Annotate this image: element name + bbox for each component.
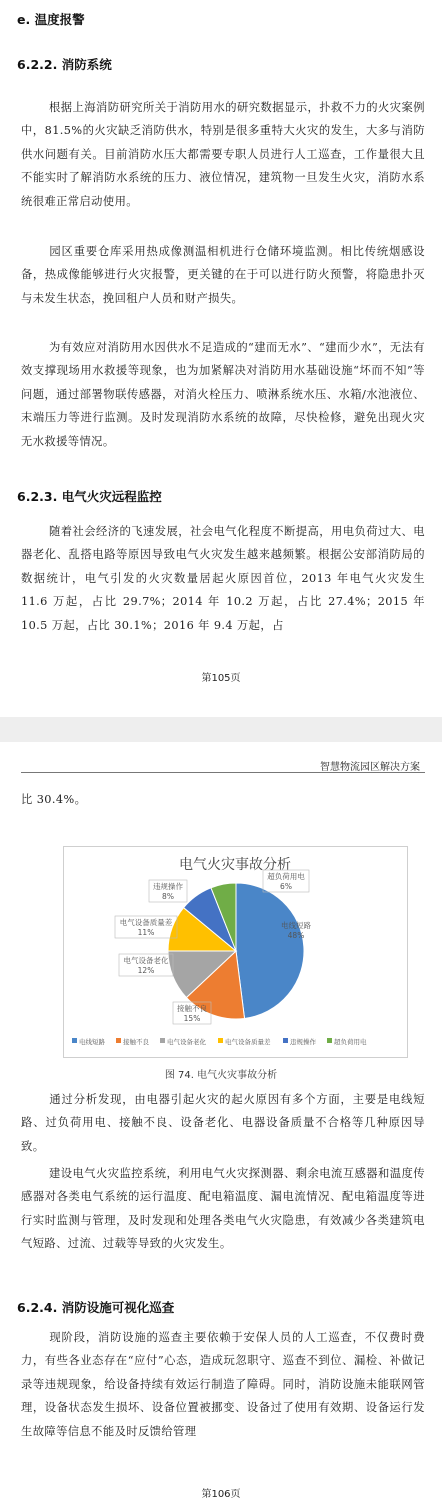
pie-slice-0 (236, 883, 304, 1018)
slice-category-label: 电线短路 (281, 921, 311, 930)
heading-6-2-3: 6.2.3. 电气火灾远程监控 (17, 489, 162, 504)
document-page-106 (0, 742, 442, 1500)
slice-category-label: 电气设备老化 (123, 956, 169, 965)
heading-6-2-4: 6.2.4. 消防设施可视化巡查 (17, 1300, 175, 1315)
legend-swatch (72, 1038, 77, 1043)
page-number: 第105页 (201, 673, 241, 684)
legend-label: 电气设备老化 (167, 1038, 206, 1046)
slice-category-label: 超负荷用电 (267, 872, 305, 881)
slice-value-label: 8% (162, 892, 174, 901)
slice-category-label: 违规操作 (153, 882, 183, 891)
paragraph-continuation: 比 30.4%。 (21, 793, 87, 806)
slice-value-label: 6% (280, 882, 292, 891)
heading-6-2-2: 6.2.2. 消防系统 (17, 57, 112, 72)
legend-label: 电气设备质量差 (225, 1038, 271, 1046)
paragraph-iot-sensors: 为有效应对消防用水因供水不足造成的“建而无水”、“建而少水”，无法有效支撑现场用水救援等现象，也为加紧解决对消防用水基础设施“坏而不知”等问题，通过部署物联传感器，对消火栓压力、喷淋系统水压、水箱/水池液位、末端压力等进行监测。及时发现消防水系统的故障，尽快检修，避免出现火灾无水救援等情况。 (21, 341, 425, 448)
paragraph-causes-analysis: 通过分析发现，由电器引起火灾的起火原因有多个方面，主要是电线短路、过负荷用电、接触不良、设备老化、电器设备质量不合格等几种原因导致。 (21, 1093, 425, 1153)
slice-value-label: 11% (137, 928, 155, 937)
legend-swatch (218, 1038, 223, 1043)
page-number: 第106页 (201, 1489, 241, 1500)
legend-label: 电线短路 (79, 1038, 105, 1046)
legend-swatch (283, 1038, 288, 1043)
legend-swatch (327, 1038, 332, 1043)
paragraph-water-supply: 根据上海消防研究所关于消防用水的研究数据显示，扑救不力的火灾案例中，81.5%的火灾缺乏消防供水，特别是很多重特大火灾的发生，大多与消防供水问题有关。目前消防水压大都需要专职人员进行人工巡查，工作量很大且不能实时了解消防水系统的压力、液位情况，建筑物一旦发生火灾，消防水系统很难正常启动使用。 (21, 101, 425, 208)
header-rule (21, 772, 425, 773)
legend-swatch (160, 1038, 165, 1043)
paragraph-monitoring-system: 建设电气火灾监控系统，利用电气火灾探测器、剩余电流互感器和温度传感器对各类电气系统的运行温度、配电箱温度、漏电流情况、配电箱温度等进行实时监测与管理，及时发现和处理各类电气火灾隐患，有效减少各类建筑电气短路、过流、过载等导致的火灾发生。 (21, 1167, 425, 1251)
page-gap (0, 717, 442, 742)
slice-value-label: 48% (287, 931, 305, 940)
slice-category-label: 接触不良 (177, 1004, 207, 1013)
figure-caption: 图 74. 电气火灾事故分析 (164, 1070, 278, 1081)
chart-title: 电气火灾事故分析 (179, 857, 291, 873)
paragraph-thermal-imaging: 园区重要仓库采用热成像测温相机进行仓储环境监测。相比传统烟感设备，热成像能够进行火灾报警，更关键的在于可以进行防火预警，将隐患扑灭与未发生状态，挽回租户人员和财产损失。 (21, 245, 425, 305)
paragraph-visual-inspection: 现阶段，消防设施的巡查主要依赖于安保人员的人工巡查，不仅费时费力，有些各业态存在“应付”心态，造成玩忽职守、巡查不到位、漏检、补做记录等违规现象，给设备持续有效运行制造了障碍。同时，消防设施未能联网管理，设备状态发生损坏、设备位置被挪变、设备过了使用有效期、设备运行发生故障等信息不能及时反馈给管理 (21, 1331, 425, 1438)
slice-category-label: 电气设备质量差 (119, 918, 173, 927)
pie-chart-frame (63, 846, 408, 1058)
section-heading-e: e. 温度报警 (17, 12, 85, 27)
legend-label: 违规操作 (290, 1038, 316, 1046)
slice-value-label: 12% (137, 966, 155, 975)
document-page-105 (0, 0, 442, 717)
running-header: 智慧物流园区解决方案 (320, 762, 420, 773)
legend-swatch (116, 1038, 121, 1043)
legend-label: 超负荷用电 (334, 1038, 367, 1046)
legend-label: 接触不良 (123, 1038, 149, 1046)
paragraph-electrical-fire-stats: 随着社会经济的飞速发展，社会电气化程度不断提高，用电负荷过大、电器老化、乱搭电路等原因导致电气火灾发生越来越频繁。根据公安部消防局的数据统计，电气引发的火灾数量居起火原因首位，2013 年电气火灾发生 11.6 万起，占比 29.7%；2014 年 10.2 万起，占比 27.4%；2015 年 10.5 万起，占比 30.1%；2016 年 9.4 万起，占 (21, 525, 425, 632)
pie-chart (64, 847, 407, 1057)
slice-value-label: 15% (183, 1014, 201, 1023)
